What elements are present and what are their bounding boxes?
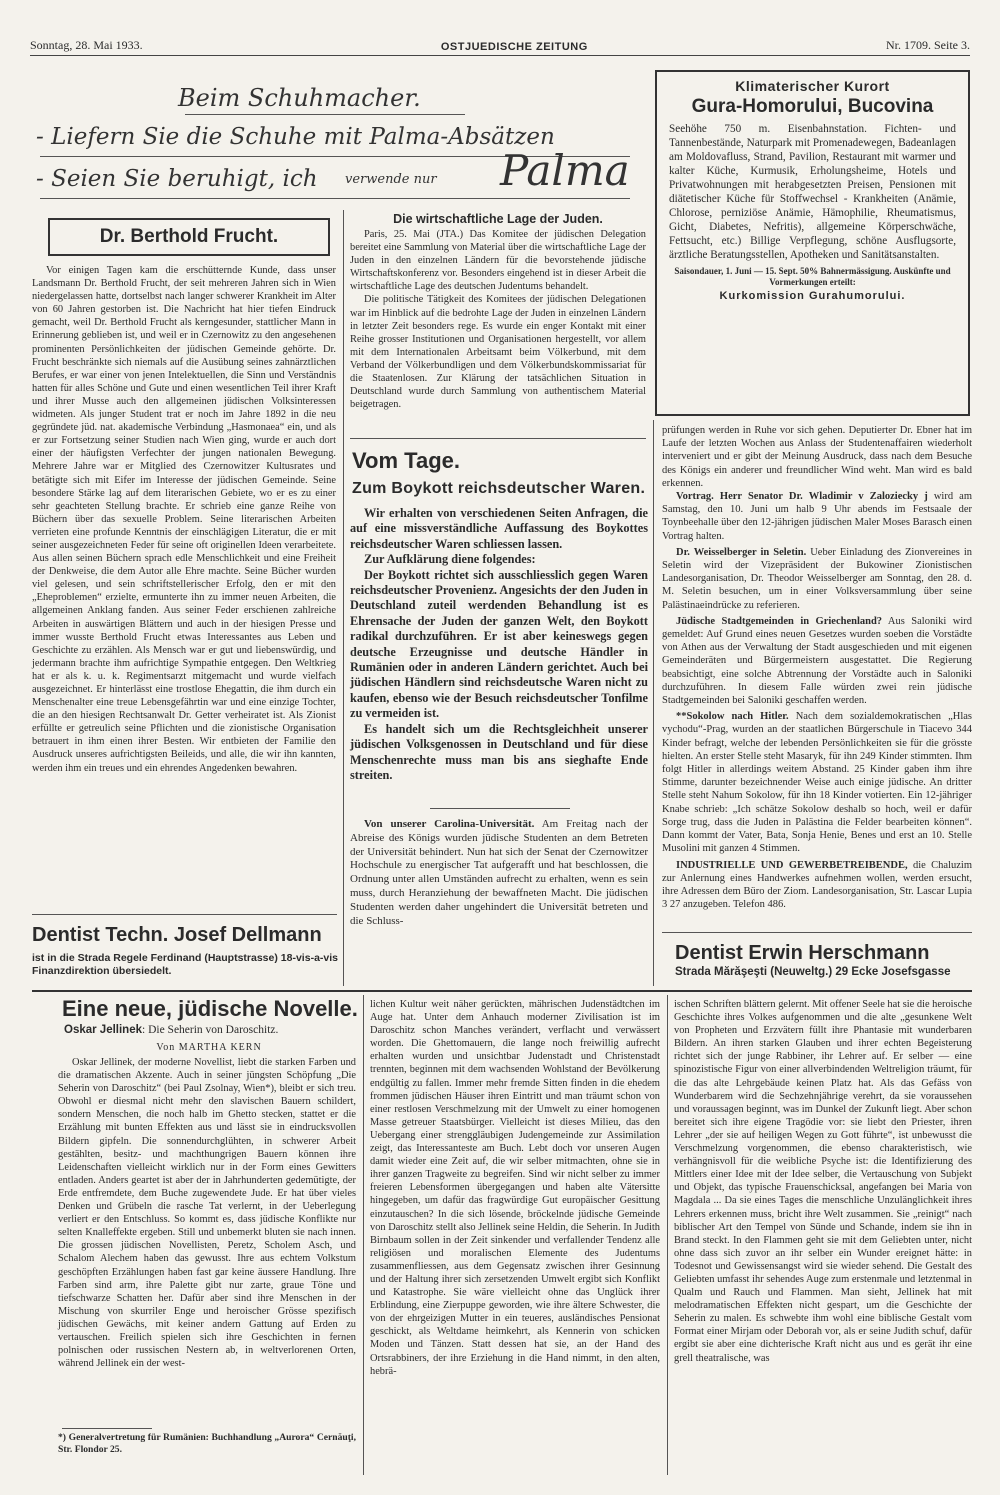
kurort-issuer: Kurkomission Gurahumorului. [719, 290, 906, 302]
wirtschaft-title: Die wirtschaftliche Lage der Juden. [393, 212, 603, 226]
boykott-article [350, 506, 648, 794]
sokolow-text: Nach dem sozialdemokratischen „Hlas vychodu“-Prag, wurden an der staatlichen Bürgerschule in Tiacevo 344 Kinder befragt, welche der lebenden Persönlichkeiten sie für die grösste hielten. An erster Stelle steht Masaryk, für ihn 249 Kinder stimmten. Ihm folgt Hitler in allerdings weitem Abstand. 25 Kinder gaben ihm ihre Stimme, darunter bezeichnender Weise auch einige jüdische. An dritter Stelle steht Nahum Sokolow, für ihn 18 Kinder votierten. Ein 12-jähriger Knabe schrieb: „Ich schätze Sokolow deshalb so hoch, weil er dafür Sorge trug, dass die Juden in Palästina die Felder bearbeiten können“. Dann kommt der Vater, Bata, Sonja Henie, Benes und erst an 10. Stelle Musolini mit ganzen 4 Stimmen. [662, 711, 973, 855]
frucht-text: Vor einigen Tagen kam die erschütternde Kunde, dass unser Landsmann Dr. Berthold Frucht, der seit mehreren Jahren sich in Wien niedergelassen hatte, dortselbst nach langer schwerer Krankheit im Alter von 60 Jahren gestorben ist. Die Nachricht hat hier tiefen Eindruck gemacht, weil Dr. Berthold Frucht als kerngesunder, stattlicher Mann in Erinnerung geblieben ist, und weil er in Czernowitz zu den angesehenen prominenten Persönlichkeiten der jüdischen Gemeinde gehörte. Dr. Frucht beschränkte sich niemals auf die Ausübung seines zahnärztlichen Berufes, er war einer von jenen Intelektuellen, die Sinn und Verständnis hatten für alles Schöne und Gute und einen wesentlichen Teil ihrer Kraft und ihrer Musse auch den allgemeinen jüdischen Volksinteressen widmeten. Als junger Student trat er noch im Jahre 1892 in die neu gegründete jüd. nat. akademische Verbindung „Hasmonaea“ ein, und als er zur Fortsetzung seiner Studien nach Wien ging, wurde er auch dort einer der häufigsten Verfechter der jungen nationalen Bewegung. Mehrere Jahre war er Mitglied des Czernowitzer Kultusrates und betätigte sich mit Eifer im Interesse der jüdischen Gemeinde. Seine besondere Stärke lag auf dem literarischen Gebiete, wo er es zu einer sehr geachteten Stellung brachte. Er schrieb eine ganze Reihe von Büchern über das sexuelle Problem. Seine literarischen Arbeiten verrieten eine profunde Kenntnis der einschlägigen Literatur, die er mit seiner ausgezeichneten Feder für seine oft originellen Ideen verarbeitete. Aus allen seinen Büchern sprach edle Menschlichkeit und eine Freiheit der Denkweise, die dem Autor alle Ehre machte. Seine Bücher wurden viel gelesen, und sein schriftstellerischer Erfolg, den er mit den „Eheproblemen“ erzielte, ermunterte ihn zu immer neuen Arbeiten, die allgemeinen Anklang fanden. Aus seiner Feder erschienen zahlreiche Arbeiten in auswärtigen Blättern und auch in der hiesigen Presse und immer wusste Berthold Frucht etwas Interessantes aus Leben und Geschichte zu erzählen. Als Mensch war er gut und liebenswürdig, und jedermann brachte ihm aufrichtige Sympathie entgegen. Den Weltkrieg hat er als k. u. k. Regimentsarzt mitgemacht und wurde vielfach ausgezeichnet. Er hinterlässt eine trostlose Ehegattin, die ihm durch ein Menschenalter eine treue Lebensgefährtin war und eine einzige Tochter, die an den hiesigen Rechtsanwalt Dr. Getter verheiratet ist. Als Zionist erfüllte er getreulich seine Pflichten und die zionistische Organisation betrauert in ihm einen ihrer Besten. Wir entbieten der Familie den Ausdruck unseres aufrichtigsten Beileids, und alle, die wir ihn kannten, werden ihm ein treues und ein ehrendes Angedenken bewahren. [32, 265, 336, 774]
novelle-column-2 [370, 998, 660, 1468]
issue-date: Sonntag, 28. Mai 1933. [30, 38, 143, 52]
kurort-place: Gura-Homorului, Bucovina [691, 96, 934, 117]
kurort-season: Saisondauer, 1. Juni — 15. Sept. 50% Bahnermässigung. Auskünfte und Vormerkungen erteilt: [674, 266, 951, 287]
vom-tage-title: Vom Tage. [352, 448, 460, 473]
novelle-work: : Die Seherin von Daroschitz. [142, 1024, 279, 1036]
carolina-text: Am Freitag nach der Abreise des Königs wurden jüdische Studenten an dem Betreten der Universität behindert. Nun hat sich der Senat der Czernowitzer Hochschule zu energischer Tat aufgerafft und hat beschlossen, die Ordnung unter allen Umständen aufrecht zu erhalten, wenn es sein muss, durch Heranziehung der bewaffneten Macht. Die jüdischen Studenten werden daher ungehindert die Universität betreten und die Schluss- [350, 818, 648, 927]
page-number: Nr. 1709. Seite 3. [885, 38, 970, 52]
handwritten-line-1: Beim Schuhmacher. [178, 84, 421, 112]
weissel-text: Ueber Einladung des Zionvereines in Seletin wird der Vizepräsident der Bukowiner Zionistischen Landesorganisation, Dr. Theodor Weisselberger am Sonntag, den 28. d. M. Seletin besuchen, um in einer Volksversammlung über seine Palästinaeindrücke zu referieren. [662, 546, 972, 611]
masthead [30, 36, 970, 56]
novelle-text-2: lichen Kultur weit näher gerückten, mährischen Judenstädtchen im Auge hat. Unter dem Anhauch moderner Zivilisation ist im Daroschitz schon Manches verändert, verflacht und verwässert worden. Die Ghettomauern, die lange noch freiwillig aufrecht erhalten wurden und unsichtbar Judenstadt und Christenstadt trennten, beginnen mit dem wachsenden Wohlstand der Bevölkerung endgültig zu fallen. Immer mehr fremde Sitten finden in die ehedem frommen jüdischen Häuser ihren Eintritt und man träumt schon von einer restlosen Verschmelzung mit der Umwelt zu einer homogenen Masse getreuer Staatsbürger. Vielleicht ist dieses Milieu, das den Uebergang einer strenggläubigen Judengemeinde zur Assimilation zeigt, das Interessanteste am Buch. Lebt doch vor unseren Augen damit wieder eine Zeit auf, die wir selber mitmachten, ohne sie in ihrer ganzen Tragweite zu begreifen. Sind wir nicht selber zu immer freieren Lebensformen übergegangen und haben alte Vätersitte hingegeben, um dafür das fragwürdige Gut europäischer Gesittung einzutauschen? In die sich lösende, bröckelnde jüdische Gemeinde von Daroschitz stellt also Jellinek seine Heldin, die Seherin. In Judith Birnbaum sollen in der Zeit sinkender und verfallender Tendenz alle religiösen und moralischen Elemente des Judentums zusammenfliessen, aus dem Gegensatz zwischen ihrer Gesinnung und der Haltung ihrer sich zersetzenden Umwelt ergibt sich Konflikt und Katastrophe. Sie wäre vielleicht ohne das Unglück ihrer Erblindung, eine Zierpuppe geworden, wie ihre ältere Schwester, die von der ehrgeizigen Mutter in ein teueres, ausländisches Pensionat geschickt, als Weltdame heimkehrt, als Kennerin von schicken Moden und Tänzen. Statt dessen hat sie, an der Hand des Ortsrabbiners, der ihre Erziehung in die Hand nimmt, in den alten, hebrä- [370, 999, 660, 1377]
vortrag-text: wird am Samstag, den 10. Juni um halb 9 Uhr abends im Festsaale der Toynbeehalle über den 12-jährigen jüdischen Maler Moses Barasch einen Vortrag halten. [662, 491, 973, 542]
boykott-p1: Wir erhalten von verschiedenen Seiten Anfragen, die auf eine missverständliche Auffassung des Boykottes reichsdeutscher Waren schliessen lassen. [350, 506, 648, 551]
wirtschaft-article [350, 228, 646, 434]
sokolow-lead: **Sokolow nach Hitler. [676, 711, 789, 723]
carolina-lead: Von unserer Carolina-Universität. [364, 818, 535, 830]
novelle-author: Oskar Jellinek [64, 1024, 142, 1036]
gewerbe-text: die Chaluzim zur Anlernung eines Handwerkes aufnehmen wollen, werden ersucht, ihre Adressen dem Büro der Ziom. Landesorganisation, Str. Lascar Lupia 3 27 anzugeben. Telefon 486. [662, 859, 972, 911]
gewerbe-lead: INDUSTRIELLE UND GEWERBETREIBENDE, [676, 859, 908, 871]
newspaper-title: OSTJUEDISCHE ZEITUNG [440, 41, 588, 53]
boykott-p4: Es handelt sich um die Rechtsgleichheit unserer jüdischen Volksgenossen in Deutschland und für diese Menschenrechte muss man bis ans sieghafte Ende streiten. [350, 721, 648, 782]
right-column [662, 424, 973, 911]
handwritten-line-2: - Liefern Sie die Schuhe mit Palma-Absätzen [36, 124, 555, 150]
novelle-column-1 [58, 1056, 356, 1424]
frucht-article [32, 264, 336, 904]
dentist-herschmann-title: Dentist Erwin Herschmann [675, 942, 930, 964]
palma-brand: Palma [500, 146, 630, 195]
novelle-text-1: Oskar Jellinek, der moderne Novellist, liebt die starken Farben und die dramatischen Akzente. Auch in seiner jüngsten Schöpfung „Die Seherin von Daroschitz“ (bei Paul Zsolnay, Wien*), bleibt er sich treu. Obwohl er diesmal nicht mehr den slavischen Bauern schildert, sondern Menschen, die noch halb im Ghetto stecken, stattet er die Erzählung mit bunten Effekten aus und lässt sie in eindrucksvollen Bildern gipfeln. Die sonnendurchglühten, in schwerer Arbeit gestählten, besitz- und machthungrigen Bauern können ihre Leidenschaften vielleicht wirklich nur in der Form eines Gewitters entladen. Anders geartet ist aber der in Jahrhunderten gedemütigte, der Erde entfremdete, dem Buche zugewendete Jude. Er hat über vieles Denken und Grübeln die rasche Tat verlernt, in der Ueberlegung verliert er den Entschluss. So kommt es, dass jüdische Konflikte nur selten Knalleffekte ergeben. Still und unbemerkt bluten sie nach innen. Die grossen jüdischen Novellisten, Peretz, Scholem Asch, und Schalom Alechem haben das gewusst. Ihre aus echtem Volkstum geschöpften Erzählungen haben fast gar keine äussere Handlung. Ihre Farben sind arm, ihre Palette gibt nur zarte, graue Töne und tiefschwarze Schatten her. Dafür aber sind ihre Menschen in der Mischung von skurriler Enge und heroischer Grösse spezifisch jüdischen Gewächs, mit keiner andern Gattung auf Erden zu vertauschen. Freilich spielen sich ihre Geschichten in fernen polnischen oder russischen Nestern ab, in weltverlorenen Orten, während Jellinek ein der west- [58, 1057, 356, 1370]
dentist-herschmann-address: Strada Mărăşeşti (Neuweltg.) 29 Ecke Josefsgasse [675, 966, 951, 978]
boykott-subtitle: Zum Boykott reichsdeutscher Waren. [352, 480, 646, 497]
novelle-byline: Von MARTHA KERN [156, 1042, 262, 1053]
griechen-lead: Jüdische Stadtgemeinden in Griechenland? [676, 615, 883, 627]
vortrag-lead: Vortrag. Herr Senator Dr. Wladimir v Zaloziecky j [676, 491, 928, 503]
kurort-title: Klimaterischer Kurort [735, 78, 890, 94]
handwritten-line-3b: verwende nur [345, 172, 437, 187]
novelle-column-3 [674, 998, 972, 1468]
carolina-continued: prüfungen werden in Ruhe vor sich gehen. Deputierter Dr. Ebner hat im Laufe der letzten Wochen aus Anlass der Studentenaffairen wiederholt interveniert und er gibt der Meinung Ausdruck, dass nach dem Besuche des Königs ein anderer und freundlicher Wind weht. Man wird es bald erkennen. [662, 425, 972, 489]
novelle-subtitle [64, 1024, 278, 1036]
dentist-dellmann-title: Dentist Techn. Josef Dellmann [32, 924, 322, 946]
wirtschaft-p2: Die politische Tätigkeit des Komitees der jüdischen Delegationen war im Hinblick auf die bedrohte Lage der Juden in einzelnen Ländern in letzter Zeit besonders rege. Es wurde ein enger Kontakt mit einer Reihe grosser Institutionen und Organisationen hergestellt, vor allem mit dem Internationalen Arbeitsamt beim Völkerbund, mit dem Verband der Völkerbundligen und dem Völkerbundskommissariat für die Staatenlosen. Zur Klärung der tatsächlichen Situation in Deutschland wurde durch Sammlung von authentischem Material beigetragen. [350, 294, 646, 411]
boykott-p3: Der Boykott richtet sich ausschliesslich gegen Waren reichsdeutscher Provenienz. Angesichts der den Juden in Deutschland zuteil werdenden Behandlung ist es Ehrensache der Juden der ganzen Welt, den Boykott radikal durchzuführen. Er ist aber keineswegs gegen deutsche Erzeugnisse und deutsche Händler in Rumänien oder in anderen Ländern gerichtet. Auch bei jüdischen Händlern sind reichsdeutsche Waren nicht zu kaufen, ebenso wie der Besuch reichsdeutscher Tonfilme zu vermeiden ist. [350, 567, 648, 721]
kurort-ad [655, 70, 970, 416]
carolina-article [350, 818, 648, 986]
dentist-dellmann-address: ist in die Strada Regele Ferdinand (Hauptstrasse) 18-vis-a-vis Finanzdirektion übersiedelt. [32, 952, 338, 977]
frucht-title: Dr. Berthold Frucht. [48, 218, 330, 256]
griechen-text: Aus Saloniki wird gemeldet: Auf Grund eines neuen Gesetzes wurden soeben die Vorstädte von Athen aus der Verwaltung der Stadt ausgeschieden und mit eigenen Gemeinderäten und Bürgermeistern ausgestattet. Die Regierung beabsichtigt, eine solche Abtrennung der Vorstädte auch in Saloniki durchzuführen. In diesem Falle würden zwei rein jüdische Stadtgemeinden bei Saloniki geschaffen werden. [662, 615, 972, 707]
kurort-body: Seehöhe 750 m. Eisenbahnstation. Fichten- und Tannenbestände, Naturpark mit Promenadewegen, Badeanlagen am Moldovafluss, Strand, Pavilion, Restaurant mit warmer und kalter Küche, Kurmusik, Erholungsheime, Hotels und Privatwohnungen mit herabgesetzten Preisen, Pensionen mit diätetischer Küche für Stoffwechsel - Krankheiten (Anämie, Chlorose, perniziöse Anämie, Hämophilie, Rheumatismus, Gicht, Diabetes, Nefritis), allgemeine Körperschwäche, Fettsucht, etc.) Billige Verpflegung, schöne Ausflugsorte, ärztliche Beratungsstellen, Apotheken und Sanitätsanstalten. [669, 123, 956, 261]
novelle-title: Eine neue, jüdische Novelle. [62, 996, 358, 1021]
boykott-p2: Zur Aufklärung diene folgendes: [364, 552, 536, 567]
novelle-footnote: *) Generalvertretung für Rumänien: Buchhandlung „Aurora“ Cernăuţi, Str. Flondor 25. [58, 1432, 356, 1455]
weissel-lead: Dr. Weisselberger in Seletin. [676, 546, 807, 558]
wirtschaft-p1: Paris, 25. Mai (JTA.) Das Komitee der jüdischen Delegation bereitet eine Sammlung von Material über die wirtschaftliche Lage der Juden in den einzelnen Ländern für die bevorstehende jüdische Wirtschaftskonferenz vor. Besonders eingehend ist in dieser Arbeit die wirtschaftliche Lage des deutschen Judentums behandelt. [350, 229, 646, 293]
handwritten-line-3a: - Seien Sie beruhigt, ich [36, 166, 318, 192]
novelle-text-3: ischen Schriften blättern gelernt. Mit offener Seele hat sie die heroische Geschichte ihres Volkes aufgenommen und die alte „gesunkene Welt von Propheten und Erzvätern füllt ihre Phantasie mit wunderbaren Bildern. An ihren starken Glauben und ihrer echten Begeisterung richtet sich der junge Rabbiner, ihr Lehrer auf. Er selber — eine spinozistische Figur von einer allverbindenden Weltreligion träumt, für die das alte Lehrgebäude keinen Platz hat. Als das Gefäss von Wunderbarem wird die Sechzehnjährige verehrt, da sie voraussehen und voraussagen beginnt, was im Dunkel der Zukunft liegt. Aber schon bereitet sich ihre eigene Tragödie vor: sie liebt den Priester, ihren Lehrer „der sie auf heiligen Wegen zu Gott führte“, ist unbewusst die Verschmelzung vorgenommen, die ebenso charakteristisch, wie verhängnisvoll für die weibliche Psyche ist: die Identifizierung des Mittlers einer Idee mit der Idee selber, die Vertauschung von Subjekt und Objekt, das typische Frauenschicksal, angefangen bei Maria von Magdala ... Da sie eines Tages die menschliche Unzulänglichkeit ihres Lehrers erkennen muss, bricht ihre Welt zusammen. Sie „reinigt“ nach biblischer Art den Tempel von Sünde und Schande, indem sie ihn in Brand steckt. In den Flammen geht sie mit dem Geliebten unter, nicht ohne dass sich zuvor an ihr selber ein Wunder ereignet hätte: in Todesnot und Gewissensangst wird sie wieder sehend. Die Gestalt des Geliebten umfasst ihr sehendes Auge zum erstenmale und letztenmal in Qualm und Rauch und Flammen. Man sieht, Jellinek hat mit melodramatischen Effekten nicht gespart, um die Geschichte der Seherin zu malen. Es schwebte ihm wohl eine biblische Gestalt vom Format einer Mirjam oder Deborah vor, als er seine Judith schuf, dafür ergibt sie aber eine dichterische Kraft nicht aus und es gerät ihr eine grell theatralische, was [674, 999, 972, 1364]
